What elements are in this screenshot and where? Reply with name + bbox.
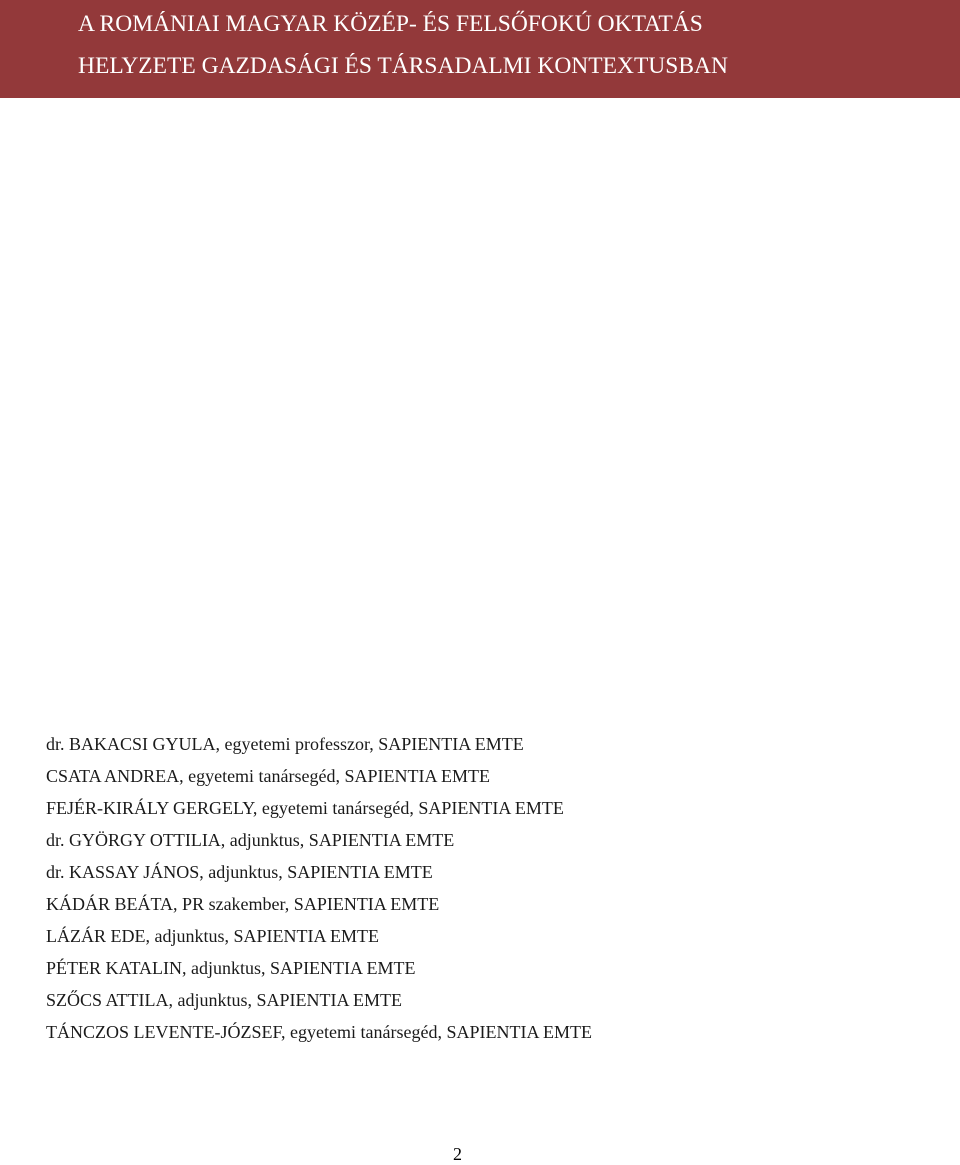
author-entry: CSATA ANDREA, egyetemi tanársegéd, SAPIENTIA EMTE (46, 766, 491, 786)
author-entry: KÁDÁR BEÁTA, PR szakember, SAPIENTIA EMTE (46, 894, 440, 914)
author-entry: dr. GYÖRGY OTTILIA, adjunktus, SAPIENTIA EMTE (46, 830, 455, 850)
author-entry: TÁNCZOS LEVENTE-JÓZSEF, egyetemi tanársegéd, SAPIENTIA EMTE (46, 1022, 592, 1042)
document-title-line-2: HELYZETE GAZDASÁGI ÉS TÁRSADALMI KONTEXTUSBAN (78, 53, 728, 79)
author-entry: FEJÉR-KIRÁLY GERGELY, egyetemi tanársegéd, SAPIENTIA EMTE (46, 798, 564, 818)
author-list (46, 728, 592, 1048)
author-entry: dr. KASSAY JÁNOS, adjunktus, SAPIENTIA EMTE (46, 862, 433, 882)
author-entry: PÉTER KATALIN, adjunktus, SAPIENTIA EMTE (46, 958, 416, 978)
document-title-line-1: A ROMÁNIAI MAGYAR KÖZÉP- ÉS FELSŐFOKÚ OKTATÁS (78, 11, 703, 37)
author-entry: dr. BAKACSI GYULA, egyetemi professzor, SAPIENTIA EMTE (46, 734, 524, 754)
page-number: 2 (453, 1144, 462, 1164)
title-banner (0, 0, 960, 98)
author-entry: LÁZÁR EDE, adjunktus, SAPIENTIA EMTE (46, 926, 379, 946)
author-entry: SZŐCS ATTILA, adjunktus, SAPIENTIA EMTE (46, 990, 403, 1010)
